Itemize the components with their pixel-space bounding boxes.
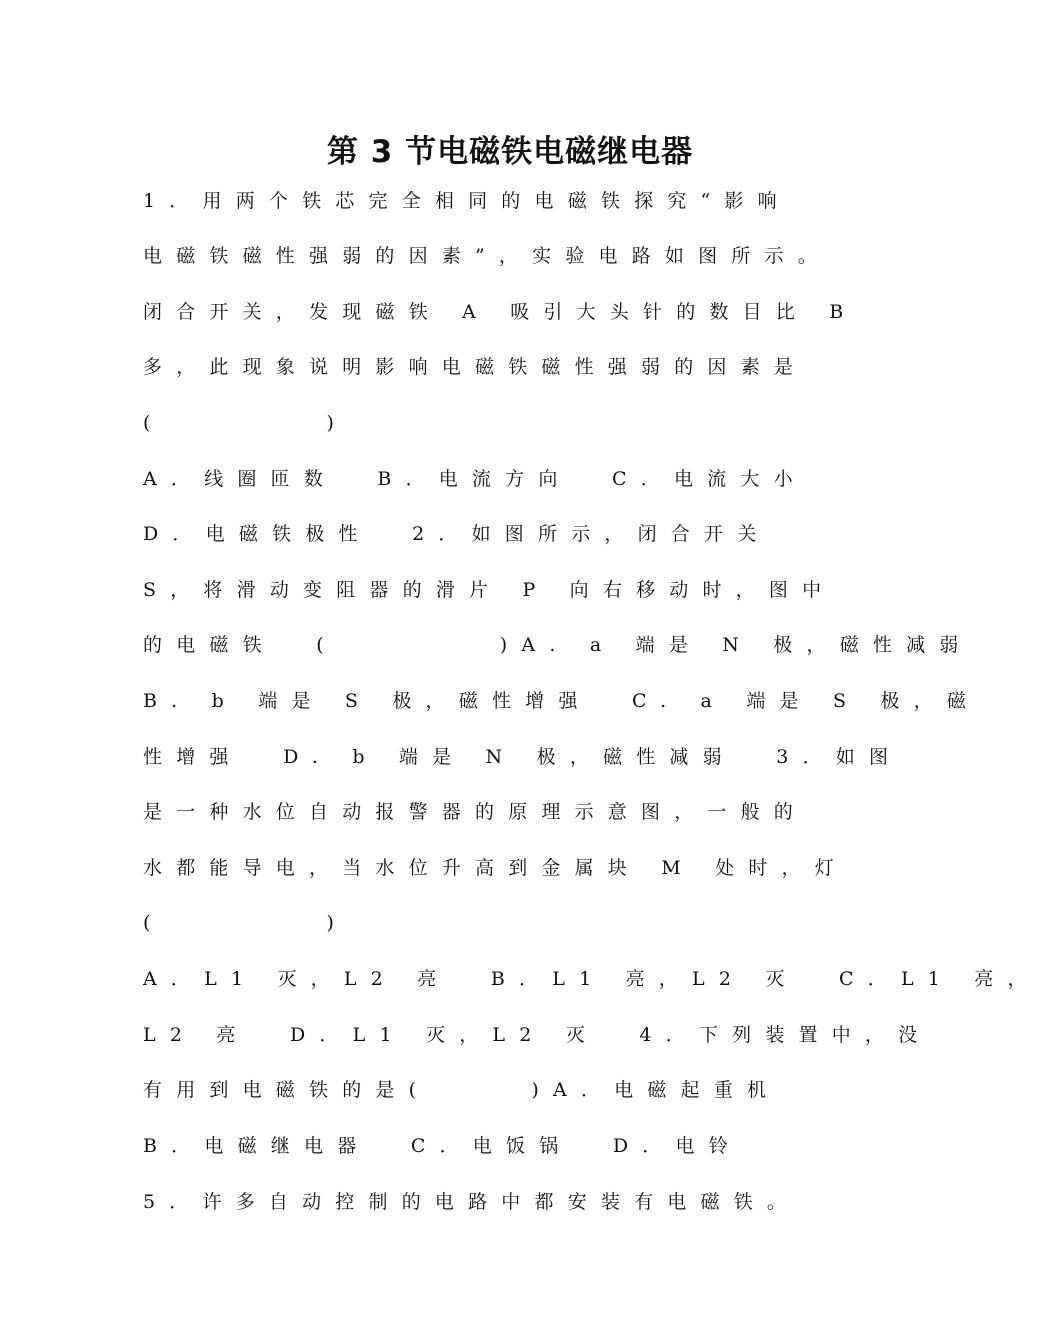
text-line: S，将滑动变阻器的滑片 P 向右移动时，图中 xyxy=(143,579,836,601)
text-line: 多，此现象说明影响电磁铁磁性强弱的因素是 xyxy=(143,356,808,378)
answer-blank: ( ) xyxy=(143,912,349,934)
text-line: B．电磁继电器 C．电饭锅 D．电铃 xyxy=(143,1135,742,1157)
text-line: 性增强 D. b 端是 N 极，磁性减弱 3．如图 xyxy=(143,746,903,768)
text-line: 电磁铁磁性强弱的因素”，实验电路如图所示。 xyxy=(143,245,831,267)
text-line: 有用到电磁铁的是( )A．电磁起重机 xyxy=(143,1079,781,1101)
page-title: 第 3 节电磁铁电磁继电器 xyxy=(326,134,694,170)
text-line: A．L1 灭，L2 亮 B．L1 亮，L2 灭 C．L1 亮， xyxy=(143,968,1041,990)
text-line: D．电磁铁极性 2．如图所示，闭合开关 xyxy=(143,523,771,545)
text-line: 是一种水位自动报警器的原理示意图，一般的 xyxy=(143,801,808,823)
text-line: A．线圈匝数 B．电流方向 C．电流大小 xyxy=(143,468,807,490)
text-line: 5．许多自动控制的电路中都安装有电磁铁。 xyxy=(143,1191,801,1213)
text-line: 闭合开关，发现磁铁 A 吸引大头针的数目比 B xyxy=(143,301,858,323)
text-line: L2 亮 D．L1 灭，L2 灭 4．下列装置中，没 xyxy=(143,1024,932,1046)
text-line: 水都能导电，当水位升高到金属块 M 处时，灯 xyxy=(143,857,848,879)
text-line: 1．用两个铁芯完全相同的电磁铁探究“影响 xyxy=(143,190,791,212)
text-line: 的电磁铁 ( )A. a 端是 N 极，磁性减弱 xyxy=(143,634,973,656)
text-line: B. b 端是 S 极，磁性增强 C. a 端是 S 极，磁 xyxy=(143,690,981,712)
answer-blank: ( ) xyxy=(143,412,349,434)
